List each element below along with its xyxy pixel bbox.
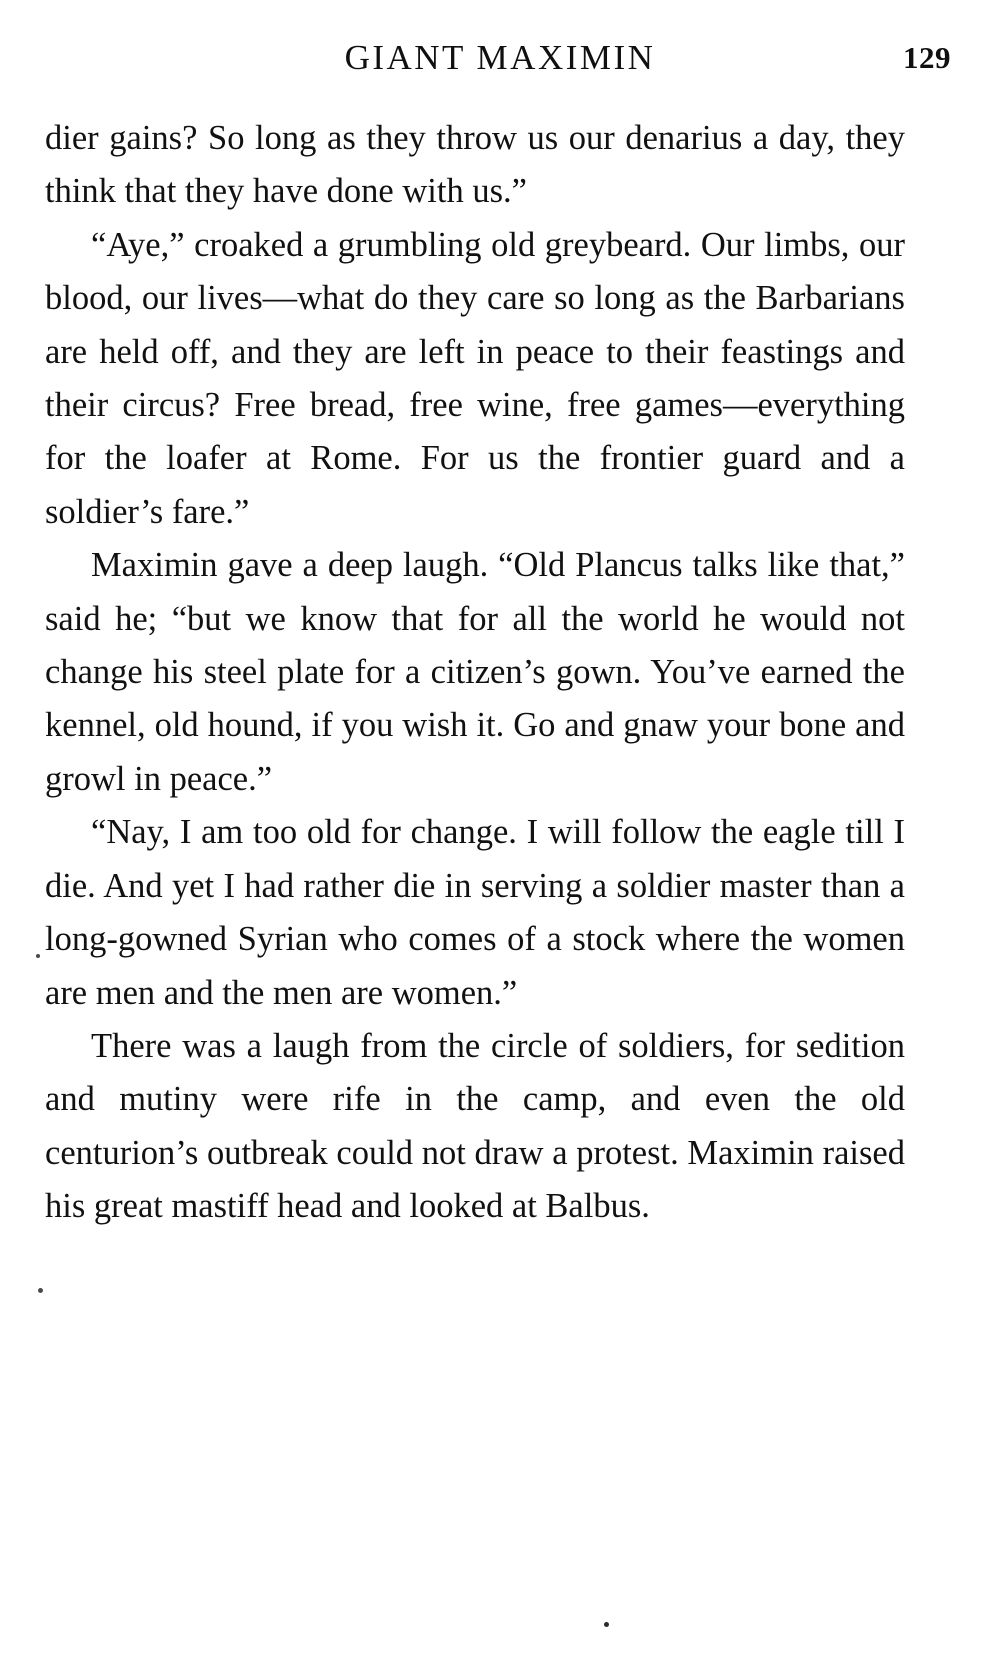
paragraph: Maximin gave a deep laugh. “Old Plancus talks like that,” said he; “but we know that for all the world he would not change his steel plate for a citizen’s gown. You’ve earned the kennel, old hound, if you wish it. Go and gnaw your bone and growl in peace.” (45, 546, 905, 798)
edge-speck (36, 954, 40, 958)
body-text (45, 112, 905, 1234)
paragraph: dier gains? So long as they throw us our denarius a day, they think that they have done with us.” (45, 119, 905, 211)
paragraph: “Aye,” croaked a grumbling old greybeard. Our limbs, our blood, our lives—what do they care so long as the Barbarians are held off, and they are left in peace to their feastings and their circus? Free bread, free wine, free games—everything for the loafer at Rome. For us the frontier guard and a soldier’s fare.” (45, 225, 905, 531)
paragraph: There was a laugh from the circle of soldiers, for sedition and mutiny were rife in the camp, and even the old centurion’s outbreak could not draw a protest. Maximin raised his great mastiff head and looked at Balbus. (45, 1026, 905, 1226)
running-head (45, 38, 955, 84)
edge-speck (38, 1288, 43, 1293)
page-number: 129 (903, 40, 951, 75)
page-bottom-speck (604, 1622, 609, 1627)
paragraph: “Nay, I am too old for change. I will follow the eagle till I die. And yet I had rather die in serving a soldier master than a long-gowned Syrian who comes of a stock where the women are men and the men are women.” (45, 813, 905, 1012)
page-title: GIANT MAXIMIN (344, 38, 656, 77)
